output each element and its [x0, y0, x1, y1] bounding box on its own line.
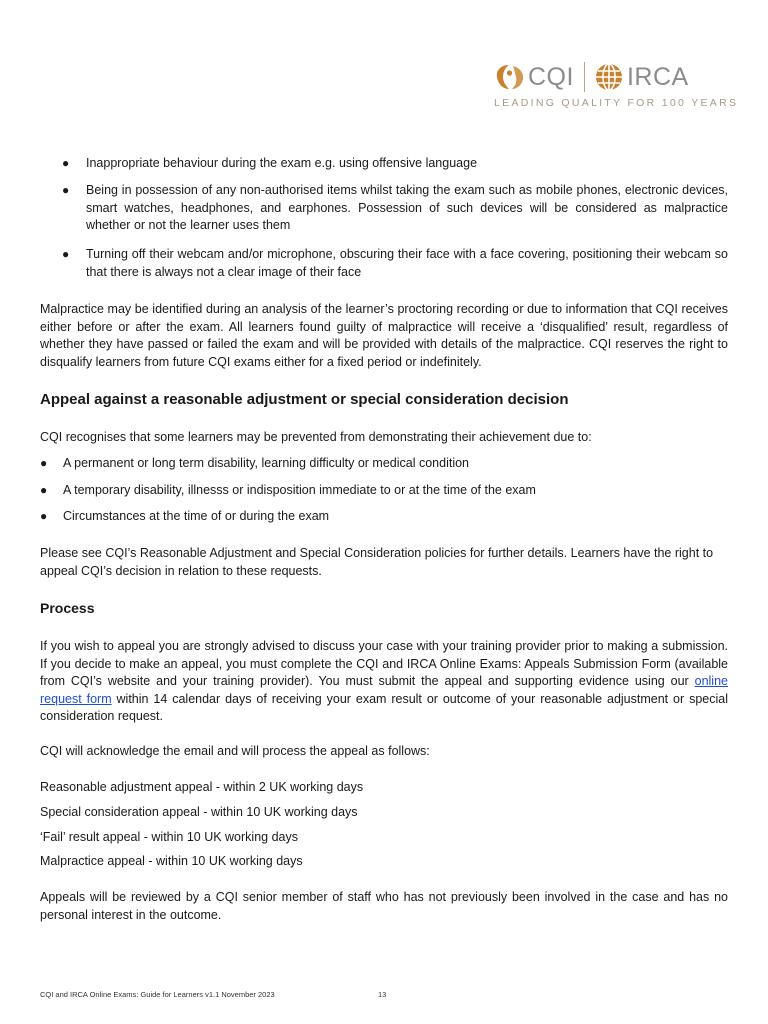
timeline-item: Reasonable adjustment appeal - within 2 UK working days — [40, 780, 364, 794]
irca-wordmark: IRCA — [626, 62, 689, 91]
logo-tagline: LEADING QUALITY FOR 100 YEARS — [494, 97, 739, 109]
process-paragraph: If you wish to appeal you are strongly advised to discuss your case with your training provider prior to making a submission. If you decide to make an appeal, you must complete the CQI and IRCA Online Exams: Appeals Submission Form (available from CQI’s website and your training provider). You must submit the appeal and supporting evidence using our online request form within 14 calendar days of receiving your exam result or outcome of your reasonable adjustment or special consideration request. — [40, 639, 728, 723]
policy-paragraph: Please see CQI’s Reasonable Adjustment and Special Consideration policies for further details. Learners have the right to appeal CQI’s decision in relation to these requests. — [40, 546, 714, 578]
bullet-icon: ● — [40, 509, 48, 523]
list-item: ● A temporary disability, illnesss or indisposition immediate to or at the time of the exam — [40, 482, 728, 500]
cqi-irca-logo — [494, 58, 739, 114]
bullet-icon: ● — [40, 456, 48, 470]
logo-divider — [584, 62, 585, 92]
review-paragraph: Appeals will be reviewed by a CQI senior member of staff who has not previously been involved in the case and has no personal interest in the outcome. — [40, 890, 728, 922]
footer-doc-title: CQI and IRCA Online Exams: Guide for Learners v1.1 November 2023 — [40, 990, 275, 999]
timeline-item: Special consideration appeal - within 10 UK working days — [40, 805, 358, 819]
bullet-icon: ● — [62, 183, 70, 197]
bullet-icon: ● — [40, 483, 48, 497]
list-item: ● A permanent or long term disability, learning difficulty or medical condition — [40, 455, 728, 473]
acknowledge-paragraph: CQI will acknowledge the email and will process the appeal as follows: — [40, 744, 430, 758]
footer-page-number: 13 — [378, 990, 387, 999]
process-heading: Process — [40, 600, 95, 616]
list-item: ● Being in possession of any non-authorised items whilst taking the exam such as mobile phones, electronic devices, smart watches, headphones, and earphones. Possession of such devices will be considered as malpractice whether or not the learner uses them — [62, 183, 728, 232]
bullet-icon: ● — [62, 247, 70, 261]
appeal-intro: CQI recognises that some learners may be prevented from demonstrating their achievement due to: — [40, 430, 592, 444]
appeal-heading: Appeal against a reasonable adjustment or special consideration decision — [40, 391, 569, 408]
timeline-item: Malpractice appeal - within 10 UK working days — [40, 854, 303, 868]
list-item: ● Turning off their webcam and/or microphone, obscuring their face with a face covering, positioning their webcam so that there is always not a clear image of their face — [62, 247, 728, 279]
timeline-item: ‘Fail’ result appeal - within 10 UK working days — [40, 830, 298, 844]
cqi-emblem-icon — [494, 62, 528, 92]
list-item: ● Circumstances at the time of or during the exam — [40, 508, 728, 526]
list-item: ● Inappropriate behaviour during the exam e.g. using offensive language — [62, 155, 728, 173]
bullet-icon: ● — [62, 156, 70, 170]
online-request-form-link[interactable]: online request form — [40, 674, 728, 706]
cqi-wordmark: CQI — [528, 62, 574, 91]
irca-globe-icon — [594, 62, 624, 92]
malpractice-paragraph: Malpractice may be identified during an analysis of the learner’s proctoring recording or due to information that CQI receives either before or after the exam. All learners found guilty of malpractice will receive a ‘disqualified’ result, regardless of whether they have passed or failed the exam and will be provided with details of the malpractice. CQI reserves the right to disqualify learners from future CQI exams either for a fixed period or indefinitely. — [40, 302, 728, 369]
